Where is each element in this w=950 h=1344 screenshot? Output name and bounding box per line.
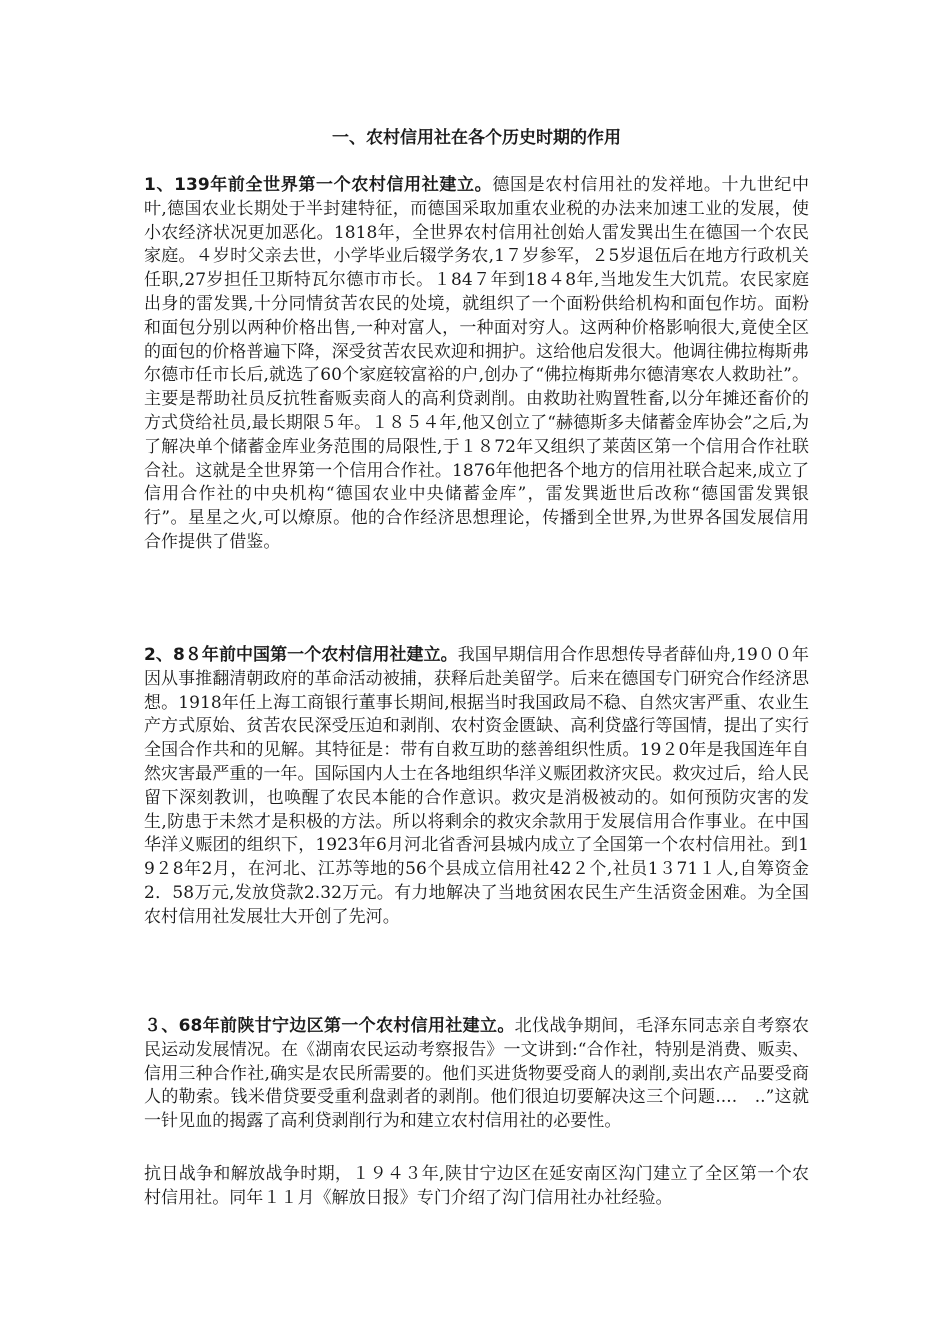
paragraph-3-body: 北伐战争期间，毛泽东同志亲自考察农民运动发展情况。在《湖南农民运动考察报告》一文讲到:“合作社，特别是消费、贩卖、信用三种合作社,确实是农民所需要的。他们买进货物要受商人的剥削,卖出农产品要受商人的勒索。钱米借贷要受重利盘剥者的剥削。他们很迫切要解决这三个问题.... ..”这就一针见血的揭露了高利贷剥削行为和建立农村信用社的必要性。 — [144, 1016, 809, 1132]
paragraph-3 — [144, 1015, 809, 1134]
paragraph-1-heading: 1、139年前全世界第一个农村信用社建立。 — [144, 175, 493, 195]
paragraph-2 — [144, 644, 809, 930]
paragraph-1-body: 德国是农村信用社的发祥地。十九世纪中叶,德国农业长期处于半封建特征，而德国采取加重农业税的办法来加速工业的发展，使小农经济状况更加恶化。1818年，全世界农村信用社创始人雷发巽出生在德国一个农民家庭。４岁时父亲去世，小学毕业后辍学务农,1７岁参军，２5岁退伍后在地方行政机关任职,27岁担任卫斯特瓦尔德市市长。１84７年到18４8年,当地发生大饥荒。农民家庭出身的雷发巽,十分同情贫苦农民的处境，就组织了一个面粉供给机构和面包作坊。面粉和面包分别以两种价格出售,一种对富人，一种面对穷人。这两种价格影响很大,竟使全区的面包的价格普遍下降，深受贫苦农民欢迎和拥护。这给他启发很大。他调往佛拉梅斯弗尔德市任市长后,就选了60个家庭较富裕的户,创办了“佛拉梅斯弗尔德清寒农人救助社”。主要是帮助社员反抗牲畜贩卖商人的高利贷剥削。由救助社购置牲畜,以分年摊还畜价的方式贷给社员,最长期限５年。１８５４年,他又创立了“赫德斯多夫储蓄金库协会”之后,为了解决单个储蓄金库业务范围的局限性,于１８72年又组织了莱茵区第一个信用合作社联合社。这就是全世界第一个信用合作社。1876年他把各个地方的信用社联合起来,成立了信用合作社的中央机构“德国农业中央储蓄金库”，雷发巽逝世后改称“德国雷发巽银行”。星星之火,可以燎原。他的合作经济思想理论，传播到全世界,为世界各国发展信用合作提供了借鉴。 — [144, 175, 809, 552]
paragraph-4 — [144, 1163, 809, 1211]
paragraph-2-heading: 2、8８年前中国第一个农村信用社建立。 — [144, 645, 458, 665]
paragraph-4-body: 抗日战争和解放战争时期，１９４３年,陕甘宁边区在延安南区沟门建立了全区第一个农村信用社。同年１１月《解放日报》专门介绍了沟门信用社办社经验。 — [144, 1164, 809, 1208]
paragraph-2-body: 我国早期信用合作思想传导者薛仙舟,19００年因从事推翻清朝政府的革命活动被捕，获释后赴美留学。后来在德国专门研究合作经济思想。1918年任上海工商银行董事长期间,根据当时我国政局不稳、自然灾害严重、农业生产方式原始、贫苦农民深受压迫和剥削、农村资金匮缺、高利贷盛行等国情，提出了实行全国合作共和的见解。其特征是：带有自救互助的慈善组织性质。19２0年是我国连年自然灾害最严重的一年。国际国内人士在各地组织华洋义赈团救济灾民。救灾过后，给人民留下深刻教训，也唤醒了农民本能的合作意识。救灾是消极被动的。如何预防灾害的发生,防患于未然才是积极的方法。所以将剩余的救灾余款用于发展信用合作事业。在中国华洋义赈团的组织下，1923年6月河北省香河县城内成立了全国第一个农村信用社。到19２8年2月，在河北、江苏等地的56个县成立信用社42２个,社员1３71１人,自筹资金2．58万元,发放贷款2.32万元。有力地解决了当地贫困农民生产生活资金困难。为全国农村信用社发展壮大开创了先河。 — [144, 645, 809, 927]
paragraph-3-heading: ３、68年前陕甘宁边区第一个农村信用社建立。 — [144, 1016, 515, 1036]
document-title: 一、农村信用社在各个历史时期的作用 — [332, 128, 621, 148]
paragraph-1 — [144, 174, 809, 555]
